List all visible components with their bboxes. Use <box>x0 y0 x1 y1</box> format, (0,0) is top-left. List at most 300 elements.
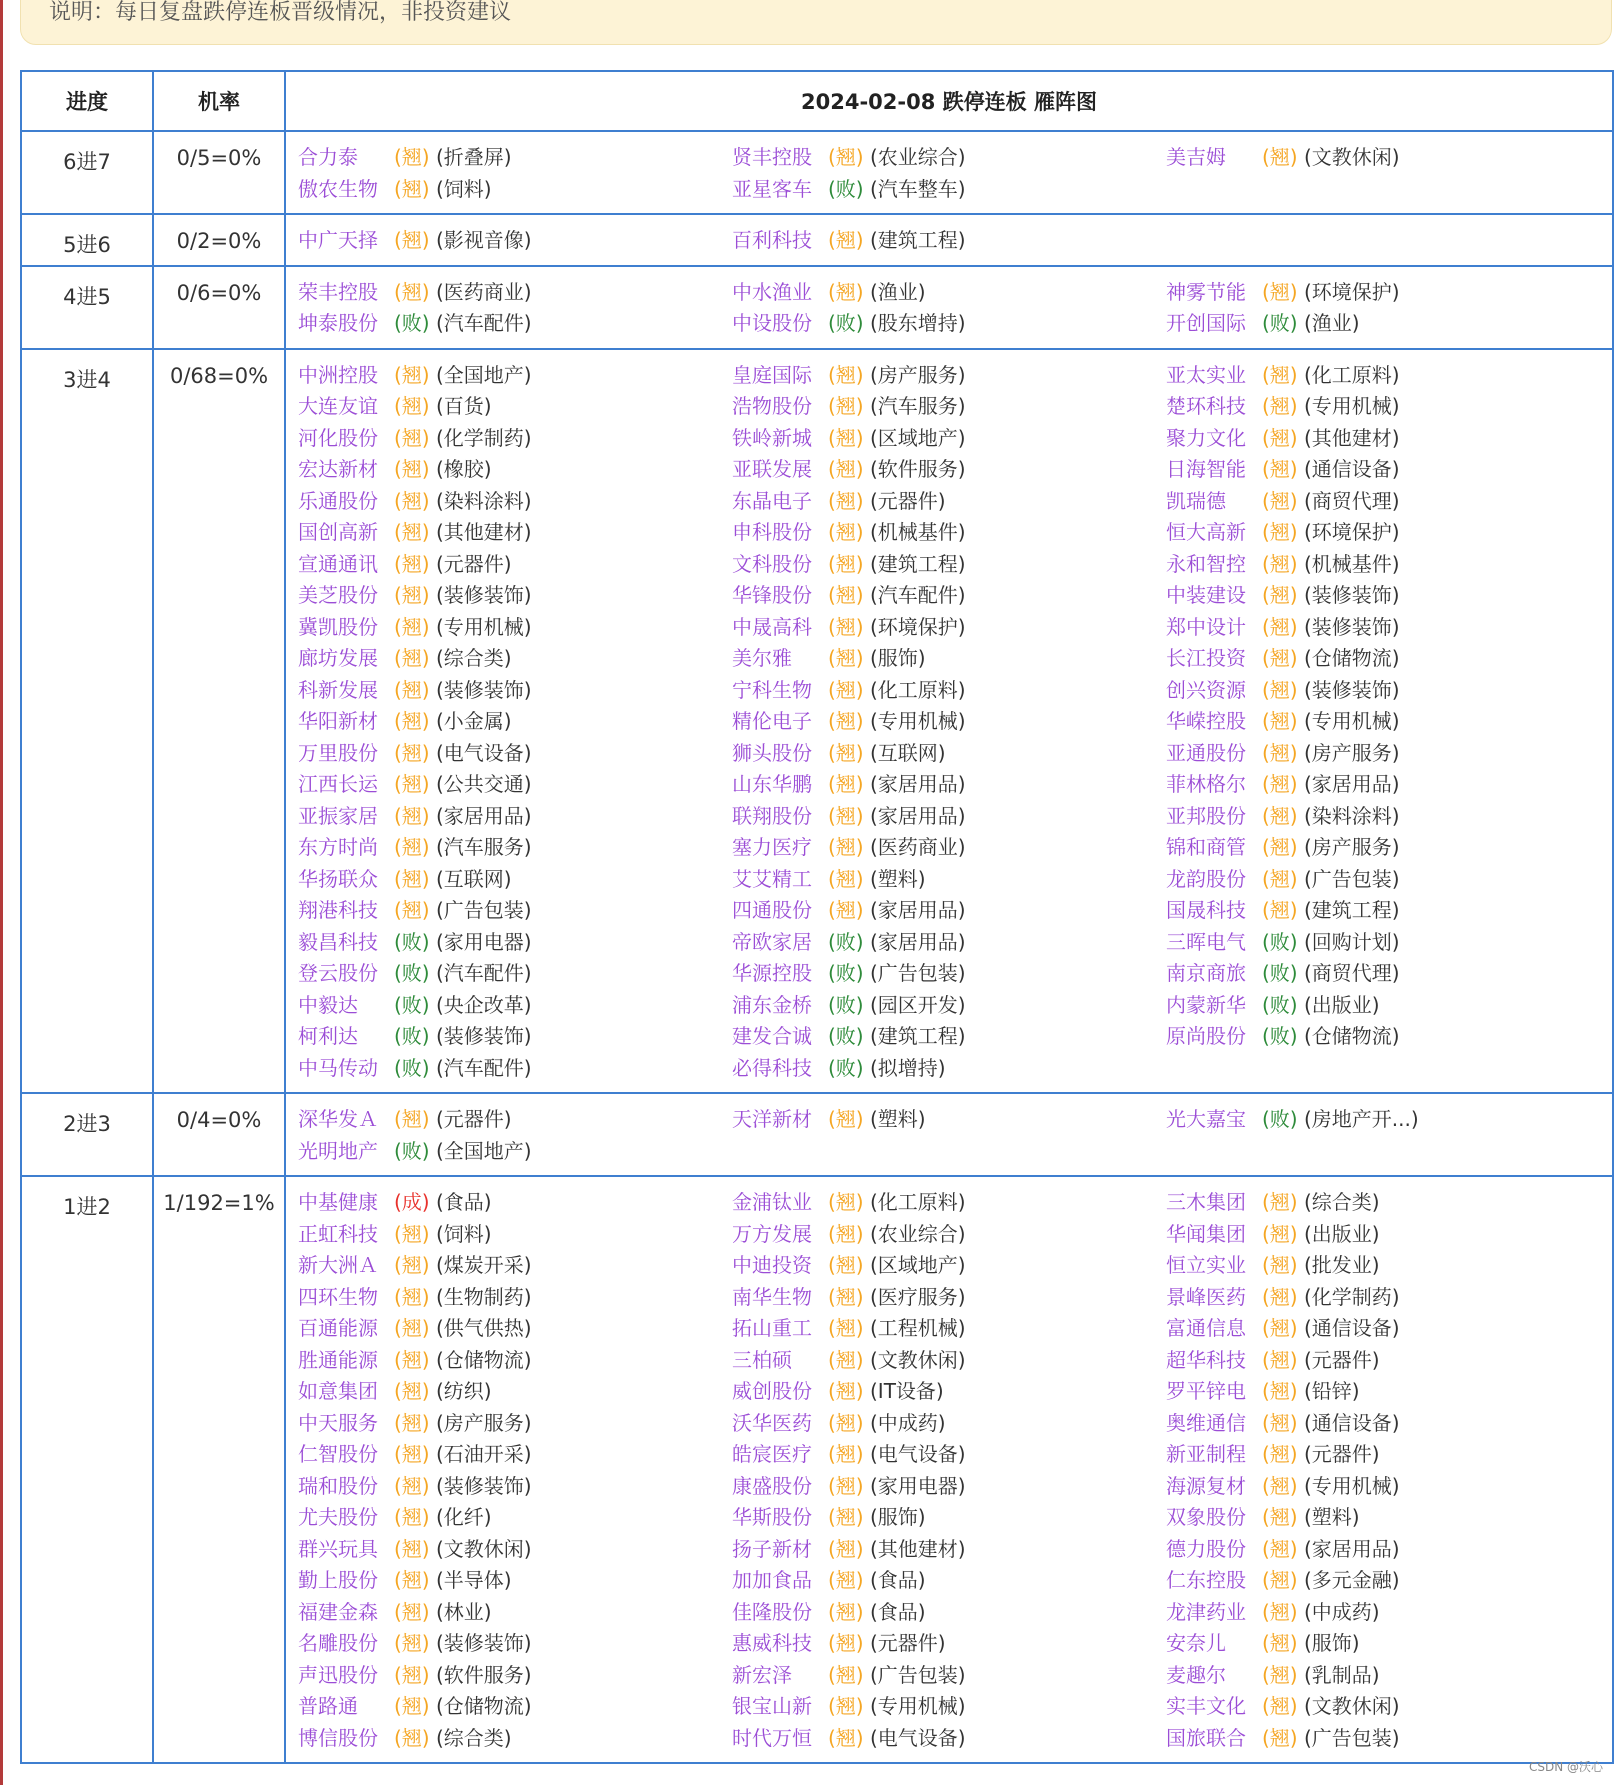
stock-name-link[interactable]: 仁东控股 <box>1166 1568 1246 1592</box>
stock-status: (翘) <box>394 898 430 922</box>
stock-entry <box>732 423 1166 455</box>
stock-status: (翘) <box>1262 898 1298 922</box>
stock-name-link[interactable]: 美芝股份 <box>298 583 378 607</box>
stock-name-link[interactable]: 普路通 <box>298 1694 358 1718</box>
stock-name-link[interactable]: 美吉姆 <box>1166 145 1226 169</box>
stock-name-link[interactable]: 扬子新材 <box>732 1536 812 1561</box>
stock-name-link[interactable]: 中迪投资 <box>732 1253 812 1277</box>
stock-name-link[interactable]: 声迅股份 <box>298 1662 378 1687</box>
stock-status: (翘) <box>828 1568 864 1592</box>
stock-industry: (小金属) <box>436 709 512 733</box>
stock-industry: (塑料) <box>870 866 926 891</box>
stock-status: (翘) <box>394 646 430 670</box>
stock-name-link[interactable]: 亚通股份 <box>1166 740 1246 765</box>
board-body <box>21 131 1613 1763</box>
stock-industry: (文教休闲) <box>1304 1694 1400 1718</box>
stock-name-link[interactable]: 正虹科技 <box>298 1221 378 1246</box>
stock-name-link[interactable]: 华锋股份 <box>732 583 812 607</box>
stock-name-link[interactable]: 拓山重工 <box>732 1316 812 1340</box>
stock-industry: (化工原料) <box>870 677 966 702</box>
stock-entry <box>298 1136 732 1168</box>
stock-entry <box>732 174 1166 206</box>
stock-industry: (服饰) <box>870 1505 926 1529</box>
stock-entry <box>732 1439 1166 1471</box>
stock-name-link[interactable]: 中晟高科 <box>732 614 812 639</box>
stock-name-link[interactable]: 光大嘉宝 <box>1166 1107 1246 1131</box>
rate-cell: 0/4=0% <box>153 1093 285 1176</box>
stock-industry: (百货) <box>436 394 492 418</box>
stock-industry: (汽车配件) <box>870 583 966 607</box>
stock-industry: (区域地产) <box>870 425 966 450</box>
stock-entry <box>732 1408 1166 1440</box>
stock-entry <box>732 142 1166 174</box>
stock-industry: (园区开发) <box>870 992 966 1017</box>
stock-status: (翘) <box>1262 1221 1298 1246</box>
stock-entry <box>298 769 732 801</box>
stock-industry: (医药商业) <box>436 279 532 304</box>
stock-name-link[interactable]: 永和智控 <box>1166 551 1246 576</box>
stock-entry <box>732 1534 1166 1566</box>
stock-name-link[interactable]: 麦趣尔 <box>1166 1662 1226 1687</box>
stock-name-link[interactable]: 佳隆股份 <box>732 1599 812 1624</box>
stock-industry: (装修装饰) <box>436 1473 532 1498</box>
stock-name-link[interactable]: 东方时尚 <box>298 835 378 859</box>
stock-name-link[interactable]: 龙韵股份 <box>1166 866 1246 891</box>
stock-name-link[interactable]: 如意集团 <box>298 1379 378 1403</box>
stock-name-link[interactable]: 江西长运 <box>298 772 378 796</box>
stock-industry: (农业综合) <box>870 1221 966 1246</box>
stock-industry: (染料涂料) <box>1304 803 1400 828</box>
stock-name-link[interactable]: 三柏硕 <box>732 1347 792 1372</box>
stock-industry: (综合类) <box>1304 1190 1380 1214</box>
stock-name-link[interactable]: 新亚制程 <box>1166 1442 1246 1466</box>
stock-name-link[interactable]: 亚邦股份 <box>1166 803 1246 828</box>
stock-status: (翘) <box>828 709 864 733</box>
stock-name-link[interactable]: 中天服务 <box>298 1410 378 1435</box>
stock-status: (翘) <box>1262 709 1298 733</box>
stock-name-link[interactable]: 博信股份 <box>298 1725 378 1750</box>
stock-entry <box>732 612 1166 644</box>
stock-name-link[interactable]: 福建金森 <box>298 1599 378 1624</box>
stock-name-link[interactable]: 沃华医药 <box>732 1410 812 1435</box>
stock-entry <box>1166 769 1600 801</box>
stock-name-link[interactable]: 浩物股份 <box>732 394 812 418</box>
stock-name-link[interactable]: 华扬联众 <box>298 866 378 891</box>
stock-status: (翘) <box>828 1253 864 1277</box>
stock-industry: (供气供热) <box>436 1316 532 1340</box>
stock-status: (翘) <box>1262 457 1298 481</box>
stock-name-link[interactable]: 奥维通信 <box>1166 1410 1246 1435</box>
stock-name-link[interactable]: 帝欧家居 <box>732 929 812 954</box>
stock-entry <box>298 1053 732 1085</box>
stock-status: (翘) <box>1262 1410 1298 1435</box>
stock-name-link[interactable]: 科新发展 <box>298 677 378 702</box>
stock-entry <box>1166 277 1600 309</box>
stock-name-link[interactable]: 华源控股 <box>732 961 812 985</box>
stock-name-link[interactable]: 瑞和股份 <box>298 1473 378 1498</box>
stock-entry <box>1166 142 1600 174</box>
stock-status: (败) <box>394 1138 430 1163</box>
stock-status: (翘) <box>1262 772 1298 796</box>
stock-name-link[interactable]: 景峰医药 <box>1166 1284 1246 1309</box>
stock-industry: (食品) <box>870 1599 926 1624</box>
stock-status: (翘) <box>828 740 864 765</box>
stock-entry <box>298 1471 732 1503</box>
stock-entry <box>732 1021 1166 1053</box>
stock-name-link[interactable]: 新宏泽 <box>732 1662 792 1687</box>
stock-name-link[interactable]: 加加食品 <box>732 1568 812 1592</box>
stock-name-link[interactable]: 胜通能源 <box>298 1347 378 1372</box>
stock-industry: (家居用品) <box>870 803 966 828</box>
stock-entry <box>1166 927 1600 959</box>
stock-status: (败) <box>394 992 430 1017</box>
stock-entry <box>732 1104 1166 1136</box>
stock-industry: (中成药) <box>870 1410 946 1435</box>
stock-name-link[interactable]: 狮头股份 <box>732 740 812 765</box>
stock-entry <box>1166 1219 1600 1251</box>
stock-industry: (化学制药) <box>436 425 532 450</box>
stock-name-link[interactable]: 皓宸医疗 <box>732 1442 812 1466</box>
stock-status: (翘) <box>394 1442 430 1466</box>
stock-status: (翘) <box>394 1725 430 1750</box>
stock-entry <box>298 1691 732 1723</box>
stock-entry <box>732 1471 1166 1503</box>
stock-industry: (其他建材) <box>870 1536 966 1561</box>
stock-industry: (建筑工程) <box>870 551 966 576</box>
stock-status: (翘) <box>828 1694 864 1718</box>
stock-name-link[interactable]: 南华生物 <box>732 1284 812 1309</box>
stock-name-link[interactable]: 中装建设 <box>1166 583 1246 607</box>
stock-industry: (全国地产) <box>436 362 532 387</box>
stock-entry <box>732 225 1166 257</box>
stock-name-link[interactable]: 乐通股份 <box>298 488 378 513</box>
stock-industry: (专用机械) <box>870 1694 966 1718</box>
stock-industry: (电气设备) <box>436 740 532 765</box>
stock-name-link[interactable]: 原尚股份 <box>1166 1024 1246 1048</box>
stock-entry <box>298 1282 732 1314</box>
stock-name-link[interactable]: 亚星客车 <box>732 176 812 201</box>
stock-entry <box>298 675 732 707</box>
stock-status: (翘) <box>394 1568 430 1592</box>
stock-status: (翘) <box>394 740 430 765</box>
stock-name-link[interactable]: 华闻集团 <box>1166 1221 1246 1246</box>
stock-name-link[interactable]: 新大洲Ａ <box>298 1253 378 1277</box>
stock-industry: (石油开采) <box>436 1442 532 1466</box>
stock-name-link[interactable]: 勤上股份 <box>298 1568 378 1592</box>
stock-name-link[interactable]: 亚联发展 <box>732 457 812 481</box>
stock-status: (翘) <box>394 488 430 513</box>
stock-name-link[interactable]: 开创国际 <box>1166 311 1246 335</box>
stock-name-link[interactable]: 超华科技 <box>1166 1347 1246 1372</box>
stocks-grid <box>298 1187 1600 1754</box>
stock-name-link[interactable]: 东晶电子 <box>732 488 812 513</box>
stock-name-link[interactable]: 毅昌科技 <box>298 929 378 954</box>
stock-industry: (铅锌) <box>1304 1379 1360 1403</box>
watermark: CSDN @沃心 <box>1528 1760 1603 1774</box>
stock-name-link[interactable]: 惠威科技 <box>732 1631 812 1655</box>
stock-name-link[interactable]: 双象股份 <box>1166 1505 1246 1529</box>
stock-name-link[interactable]: 河化股份 <box>298 425 378 450</box>
stock-name-link[interactable]: 廊坊发展 <box>298 646 378 670</box>
stock-industry: (半导体) <box>436 1568 512 1592</box>
stock-entry <box>298 1502 732 1534</box>
stock-name-link[interactable]: 威创股份 <box>732 1379 812 1403</box>
stock-name-link[interactable]: 中广天择 <box>298 228 378 252</box>
stock-industry: (通信设备) <box>1304 1316 1400 1340</box>
stock-name-link[interactable]: 坤泰股份 <box>298 311 378 335</box>
stock-name-link[interactable]: 中毅达 <box>298 992 358 1017</box>
stock-name-link[interactable]: 创兴资源 <box>1166 677 1246 702</box>
stock-name-link[interactable]: 菲林格尔 <box>1166 772 1246 796</box>
stocks-grid <box>298 225 1600 257</box>
stock-name-link[interactable]: 合力泰 <box>298 145 358 169</box>
stock-name-link[interactable]: 银宝山新 <box>732 1694 812 1718</box>
stock-name-link[interactable]: 群兴玩具 <box>298 1536 378 1561</box>
stock-entry <box>732 1345 1166 1377</box>
stock-status: (翘) <box>1262 1662 1298 1687</box>
stock-industry: (仓储物流) <box>1304 1024 1400 1048</box>
stock-industry: (文教休闲) <box>436 1536 532 1561</box>
stock-industry: (中成药) <box>1304 1599 1380 1624</box>
stock-status: (翘) <box>828 1662 864 1687</box>
stock-name-link[interactable]: 三晖电气 <box>1166 929 1246 954</box>
stock-status: (翘) <box>828 1536 864 1561</box>
stocks-cell <box>285 1093 1613 1176</box>
stock-name-link[interactable]: 冀凯股份 <box>298 614 378 639</box>
stock-name-link[interactable]: 大连友谊 <box>298 394 378 418</box>
stock-status: (翘) <box>394 1221 430 1246</box>
stock-status: (翘) <box>394 1662 430 1687</box>
stock-industry: (互联网) <box>870 740 946 765</box>
stock-name-link[interactable]: 罗平锌电 <box>1166 1379 1246 1403</box>
stock-name-link[interactable]: 凯瑞德 <box>1166 488 1226 513</box>
stock-name-link[interactable]: 楚环科技 <box>1166 394 1246 418</box>
stock-entry <box>1166 832 1600 864</box>
stock-name-link[interactable]: 申科股份 <box>732 520 812 544</box>
stock-industry: (折叠屏) <box>436 145 512 169</box>
stock-entry <box>298 1534 732 1566</box>
stock-industry: (房地产开...) <box>1304 1107 1419 1131</box>
stock-entry <box>732 1313 1166 1345</box>
stock-name-link[interactable]: 塞力医疗 <box>732 835 812 859</box>
stock-status: (翘) <box>1262 866 1298 891</box>
stage-row <box>21 349 1613 1094</box>
stock-name-link[interactable]: 华阳新材 <box>298 709 378 733</box>
stock-name-link[interactable]: 时代万恒 <box>732 1725 812 1750</box>
stock-name-link[interactable]: 宁科生物 <box>732 677 812 702</box>
stock-name-link[interactable]: 艾艾精工 <box>732 866 812 891</box>
stock-entry <box>298 1250 732 1282</box>
stock-name-link[interactable]: 德力股份 <box>1166 1536 1246 1561</box>
stock-industry: (乳制品) <box>1304 1662 1380 1687</box>
stock-name-link[interactable]: 南京商旅 <box>1166 961 1246 985</box>
stock-status: (败) <box>394 1024 430 1048</box>
stock-name-link[interactable]: 登云股份 <box>298 961 378 985</box>
stock-status: (翘) <box>828 520 864 544</box>
stock-industry: (通信设备) <box>1304 1410 1400 1435</box>
stock-industry: (专用机械) <box>1304 1473 1400 1498</box>
stock-entry <box>298 864 732 896</box>
limit-down-board-table <box>20 70 1614 1764</box>
stock-name-link[interactable]: 天洋新材 <box>732 1107 812 1131</box>
stock-name-link[interactable]: 柯利达 <box>298 1024 358 1048</box>
stock-industry: (家居用品) <box>436 803 532 828</box>
stock-name-link[interactable]: 铁岭新城 <box>732 425 812 450</box>
stock-industry: (元器件) <box>870 488 946 513</box>
stock-entry <box>732 1628 1166 1660</box>
stock-name-link[interactable]: 安奈儿 <box>1166 1631 1226 1655</box>
stock-name-link[interactable]: 浦东金桥 <box>732 992 812 1017</box>
stock-name-link[interactable]: 傲农生物 <box>298 176 378 201</box>
stock-name-link[interactable]: 日海智能 <box>1166 457 1246 481</box>
stock-name-link[interactable]: 实丰文化 <box>1166 1694 1246 1718</box>
stock-status: (翘) <box>1262 488 1298 513</box>
stock-name-link[interactable]: 亚振家居 <box>298 803 378 828</box>
stock-entry <box>298 580 732 612</box>
stock-status: (翘) <box>394 279 430 304</box>
stock-entry <box>1166 801 1600 833</box>
stock-name-link[interactable]: 康盛股份 <box>732 1473 812 1498</box>
stock-name-link[interactable]: 华嵘控股 <box>1166 709 1246 733</box>
stock-industry: (橡胶) <box>436 457 492 481</box>
stock-name-link[interactable]: 必得科技 <box>732 1055 812 1080</box>
stock-industry: (家居用品) <box>870 772 966 796</box>
stock-status: (翘) <box>1262 614 1298 639</box>
stock-name-link[interactable]: 锦和商管 <box>1166 835 1246 859</box>
stock-name-link[interactable]: 四通股份 <box>732 898 812 922</box>
stock-industry: (食品) <box>436 1190 492 1214</box>
stock-entry <box>1166 1502 1600 1534</box>
stock-name-link[interactable]: 皇庭国际 <box>732 362 812 387</box>
stock-name-link[interactable]: 亚太实业 <box>1166 362 1246 387</box>
stock-name-link[interactable]: 中设股份 <box>732 311 812 335</box>
stock-entry <box>732 454 1166 486</box>
stock-industry: (综合类) <box>436 646 512 670</box>
stock-status: (翘) <box>394 1316 430 1340</box>
stock-industry: (回购计划) <box>1304 929 1400 954</box>
stock-industry: (家居用品) <box>1304 1536 1400 1561</box>
header-stage: 进度 <box>21 71 153 131</box>
stock-name-link[interactable]: 光明地产 <box>298 1138 378 1163</box>
stock-name-link[interactable]: 郑中设计 <box>1166 614 1246 639</box>
stock-industry: (建筑工程) <box>870 228 966 252</box>
stock-name-link[interactable]: 长江投资 <box>1166 646 1246 670</box>
stock-status: (翘) <box>828 1379 864 1403</box>
stock-entry <box>1166 864 1600 896</box>
stock-entry <box>298 308 732 340</box>
stock-industry: (房产服务) <box>1304 835 1400 859</box>
stock-name-link[interactable]: 四环生物 <box>298 1284 378 1309</box>
stock-name-link[interactable]: 深华发Ａ <box>298 1107 378 1131</box>
stock-name-link[interactable]: 神雾节能 <box>1166 279 1246 304</box>
stock-name-link[interactable]: 山东华鹏 <box>732 772 812 796</box>
stock-status: (翘) <box>394 1505 430 1529</box>
stock-name-link[interactable]: 万里股份 <box>298 740 378 765</box>
stock-status: (翘) <box>1262 145 1298 169</box>
stock-name-link[interactable]: 联翔股份 <box>732 803 812 828</box>
stock-name-link[interactable]: 富通信息 <box>1166 1316 1246 1340</box>
stock-industry: (装修装饰) <box>1304 583 1400 607</box>
stock-industry: (汽车配件) <box>436 311 532 335</box>
stock-name-link[interactable]: 华斯股份 <box>732 1505 812 1529</box>
stock-name-link[interactable]: 龙津药业 <box>1166 1599 1246 1624</box>
stock-name-link[interactable]: 文科股份 <box>732 551 812 576</box>
stock-name-link[interactable]: 海源复材 <box>1166 1473 1246 1498</box>
stock-name-link[interactable]: 中水渔业 <box>732 279 812 304</box>
stock-name-link[interactable]: 尤夫股份 <box>298 1505 378 1529</box>
stock-name-link[interactable]: 名雕股份 <box>298 1631 378 1655</box>
stock-name-link[interactable]: 国旅联合 <box>1166 1725 1246 1750</box>
notice-text: 说明：每日复盘跌停连板晋级情况，非投资建议 <box>49 0 512 25</box>
stock-name-link[interactable]: 宣通通讯 <box>298 551 378 576</box>
stock-entry <box>732 706 1166 738</box>
stock-name-link[interactable]: 翔港科技 <box>298 898 378 922</box>
stock-entry <box>298 454 732 486</box>
stock-name-link[interactable]: 聚力文化 <box>1166 425 1246 450</box>
stock-entry <box>732 391 1166 423</box>
stage-cell: 3进4 <box>21 349 153 1094</box>
stock-industry: (元器件) <box>436 551 512 576</box>
stock-industry: (仓储物流) <box>1304 646 1400 670</box>
stock-name-link[interactable]: 百通能源 <box>298 1316 378 1340</box>
stock-name-link[interactable]: 百利科技 <box>732 228 812 252</box>
stock-entry <box>732 801 1166 833</box>
stock-name-link[interactable]: 国晟科技 <box>1166 898 1246 922</box>
stock-industry: (食品) <box>870 1568 926 1592</box>
stock-industry: (房产服务) <box>436 1410 532 1435</box>
stock-name-link[interactable]: 仁智股份 <box>298 1442 378 1466</box>
stock-name-link[interactable]: 宏达新材 <box>298 457 378 481</box>
stock-name-link[interactable]: 金浦钛业 <box>732 1190 812 1214</box>
stock-name-link[interactable]: 三木集团 <box>1166 1190 1246 1214</box>
notice-banner <box>20 0 1612 45</box>
stock-name-link[interactable]: 荣丰控股 <box>298 279 378 304</box>
stock-name-link[interactable]: 中洲控股 <box>298 362 378 387</box>
stock-name-link[interactable]: 内蒙新华 <box>1166 992 1246 1017</box>
rate-cell: 0/2=0% <box>153 214 285 266</box>
stocks-grid <box>298 1104 1600 1167</box>
stock-status: (翘) <box>1262 1599 1298 1624</box>
stock-entry <box>1166 990 1600 1022</box>
stock-status: (翘) <box>394 1694 430 1718</box>
stock-name-link[interactable]: 建发合诚 <box>732 1024 812 1048</box>
stock-name-link[interactable]: 恒立实业 <box>1166 1253 1246 1277</box>
stock-status: (翘) <box>828 1505 864 1529</box>
stock-industry: (央企改革) <box>436 992 532 1017</box>
rate-cell: 0/6=0% <box>153 266 285 349</box>
stock-name-link[interactable]: 万方发展 <box>732 1221 812 1246</box>
stage-cell: 2进3 <box>21 1093 153 1176</box>
stock-industry: (批发业) <box>1304 1253 1380 1277</box>
stock-name-link[interactable]: 中基健康 <box>298 1190 378 1214</box>
stock-name-link[interactable]: 美尔雅 <box>732 646 792 670</box>
stock-entry <box>298 1660 732 1692</box>
stock-entry <box>732 277 1166 309</box>
stock-industry: (建筑工程) <box>870 1024 966 1048</box>
stock-status: (翘) <box>394 1536 430 1561</box>
stock-name-link[interactable]: 恒大高新 <box>1166 520 1246 544</box>
stock-status: (败) <box>394 961 430 985</box>
stock-industry: (文教休闲) <box>1304 145 1400 169</box>
stock-entry <box>1166 1104 1600 1136</box>
stock-name-link[interactable]: 贤丰控股 <box>732 145 812 169</box>
stock-name-link[interactable]: 精伦电子 <box>732 709 812 733</box>
stock-entry <box>732 769 1166 801</box>
stock-entry <box>1166 1021 1600 1053</box>
stock-status: (败) <box>1262 929 1298 954</box>
stock-name-link[interactable]: 中马传动 <box>298 1055 378 1080</box>
stock-name-link[interactable]: 国创高新 <box>298 520 378 544</box>
